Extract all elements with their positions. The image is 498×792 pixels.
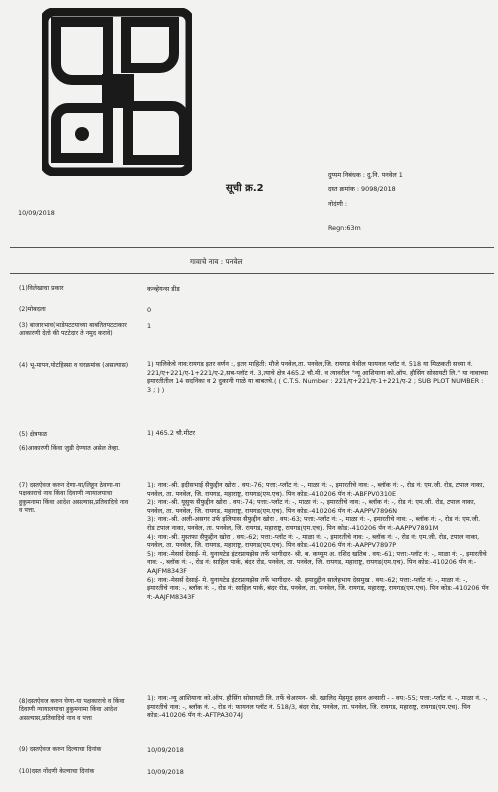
seller-entry: 5): नाव:-मेसर्स देसाई- मे. युनायटेड इंटरप्रायझेस तर्फे भागीदार- श्री. ब. कय्यूम अ. रशिद खतिब . वय:-61; पत्ता:-प्लॉट नं: -, माळा नं: -, इमारतीचे नाव: -, ब्लॉक नं: -, रोड नं: साहिल पार्क, बंदर रोड, पनवेल, ता. पनवेल, जि. रायगड, महाराष्ट्र, रायगड(एम.एच). पिन कोड:-410206 पॅन नं:-AAJFM8343F <box>147 549 487 575</box>
field-label-survey-number: (4) भू-मापन,पोटहिस्सा व घरक्रमांक (असल्यास) <box>19 362 129 369</box>
field-value-registration-date: 10/09/2018 <box>147 768 184 776</box>
village-name: गावाचे नाव : पनवेल <box>190 257 243 266</box>
field-value-deed-type: कन्व्हेयन्स डीड <box>147 285 180 293</box>
seller-entry: 4): नाव:-श्री. मुस्तफा सैफुद्दीन खोरा . वय:-62; पत्ता:-प्लॉट नं: -, माळा नं: -, इमारतीचे नाव: -, ब्लॉक नं: -, रोड नं: एम.जी. रोड, टपाल नाका, पनवेल, ता. पनवेल, जि. रायगड, महाराष्ट्र, रायगड(एम.एच). पिन कोड:-410206 पॅन नं:-AAPPV7897P <box>147 532 480 550</box>
field-label-deed-type: (1)विलेखाचा प्रकार <box>19 285 64 292</box>
divider-line <box>10 273 494 274</box>
field-label-area: (5) क्षेत्रफळ <box>19 431 48 438</box>
field-value-sellers <box>147 481 489 601</box>
regn-number: Regn:63m <box>328 224 361 232</box>
registration-label: नोदंणी : <box>328 200 348 208</box>
seller-entry: 2): नाव:-श्री. यूसुफ सैफुद्दीन खोरा . वय:-74; पत्ता:-प्लॉट नं: -, माळा नं: -, इमारतीचे नाव: -, ब्लॉक नं: -, रोड नं: एम.जी. रोड, टपाल नाका, पनवेल, ता. पनवेल, जि. रायगड, महाराष्ट्र, रायगड(एम.एच). पिन कोड:-410206 पॅन नं:-AAPPV7896N <box>147 498 476 515</box>
office-line: दुय्यम निबंधक : दु.नि. पनवेल 1 <box>328 171 403 179</box>
field-value-area: 1) 465.2 चौ.मीटर <box>147 429 195 437</box>
header-date: 10/09/2018 <box>18 209 55 217</box>
seller-entry: 6): नाव:-मेसर्स देसाई- मे. युनायटेड इंटरप्रायझेस तर्फे भागीदार- श्री. इमादुद्दीन सालेहभाय देसमुख . वय:-62; पत्ता:-प्लॉट नं: -, माळा नं: -, इमारतीचे नाव: -, ब्लॉक नं: -, रोड नं: साहिल पार्क, बंदर रोड, पनवेल, ता. पनवेल, जि. रायगड, महाराष्ट्र, रायगड(एम.एच). पिन कोड:-410206 पॅन नं:-AAJFM8343F <box>147 575 489 601</box>
seller-entry: 3): नाव:-श्री. अली-असगर उर्फ इलियास सैफुद्दीन खोरा . वय:-63; पत्ता:-प्लॉट नं: -, माळा नं: -, इमारतीचे नाव: -, ब्लॉक नं: -, रोड नं: एम.जी. रोड टपाल नाका, पनवेल, ता. पनवेल, जि. रायगड, महाराष्ट्र, रायगड(एम.एच). पिन कोड:-410206 पॅन नं:-AAPPV7891M <box>147 515 481 532</box>
field-value-property-description: 1) पालिकेचे नाव:रायगड इतर वर्णन :, इतर माहिती: मौजे पनवेल,ता. पनवेल,जि. रायगड येथील फायनल प्लॉट नं. 518 या मिळकती सध्या नं. 221/ए+221/ए-1+221/ए-2,सब-प्लॉट नं. 3,त्याचे क्षेत्र 465.2 चौ.मी. व त्यावरील "न्यू आशियाना को.ऑप. हौसिंग सोसायटी लि." या नावाच्या इमारतीतील 14 सदनिका व 2 दुकानी गाळे या बाबतचे.( ( C.T.S. Number : 221/ए+221/ए-1+221/ए-2 ; SUB PLOT NUMBER : 3 ; ) ) <box>147 360 488 394</box>
field-label-market-value: (3) बाजारभाव(भाडेपटटयाच्या बाबतितपटटाकार आकारणी देतो की पटटेदार ते नमुद करावे) <box>19 322 127 338</box>
field-label-buyers: (8)दस्तऐवज करुन घेणा-या पक्षकाराचे व किंवा दिवाणी न्यायालयाचा हुकुमनामा किंवा आदेश असल्यास,प्रतिवादिचे नाव व पत्ता <box>19 698 125 722</box>
field-label-execution-date: (9) दस्तऐवज करुन दिल्याचा दिनांक <box>19 746 102 753</box>
field-value-consideration: 0 <box>147 306 152 314</box>
field-label-registration-date: (10)दस्त नोंदणी केल्याचा दिनांक <box>19 768 95 775</box>
seller-entry: 1): नाव:-श्री. इदीसभाई सैफुद्दीन खोरा . वय:-76; पत्ता:-प्लॉट नं: -, माळा नं: -, इमारतीचे नाव: -, ब्लॉक नं: -, रोड नं: एम.जी. रोड, टपाल नाका, पनवेल, ता. पनवेल, जि. रायगड, महाराष्ट्र, रायगड(एम.एच). पिन कोड:-410206 पॅन नं:-ABFPV0310E <box>147 481 485 498</box>
document-number: दस्त क्रमांक : 9098/2018 <box>328 185 396 193</box>
document-title: सूची क्र.2 <box>226 183 264 194</box>
government-emblem-logo <box>42 8 192 176</box>
field-value-market-value: 1 <box>147 322 152 330</box>
field-label-assessment: (6)आकारणी किंवा जुडी देण्यात असेल तेव्हा. <box>19 445 121 452</box>
divider-line <box>10 247 494 248</box>
field-value-execution-date: 10/09/2018 <box>147 746 184 754</box>
field-label-sellers: (7) दस्तऐवज करुन देणा-या/लिहून ठेवणा-या पक्षकाराचे नाव किंवा दिवाणी न्यायालयाचा हुकुमनामा किंवा आदेश असल्यास,प्रतिवादिचे नाव व पत्ता. <box>19 482 129 515</box>
field-value-buyers: 1): नाव:-न्यू आशियाना को.ऑप. हौसिंग सोसायटी लि. तर्फे चेअरमन- श्री. खालिद मेहमूद हसन अन्सारी - - वय:-55; पत्ता:-प्लॉट नं. -, माळा नं. -, इमारतीचे नाव: -, ब्लॉक नं. -, रोड नं: फायनल प्लॉट नं. 518/3, बंदर रोड, पनवेल, ता. पनवेल, जि. रायगड, महाराष्ट्र, रायगड(एम.एच). पिन कोड:-410206 पॅन नं:-AFTPA3074J <box>147 694 488 720</box>
field-label-consideration: (2)मोबदला <box>19 306 46 313</box>
